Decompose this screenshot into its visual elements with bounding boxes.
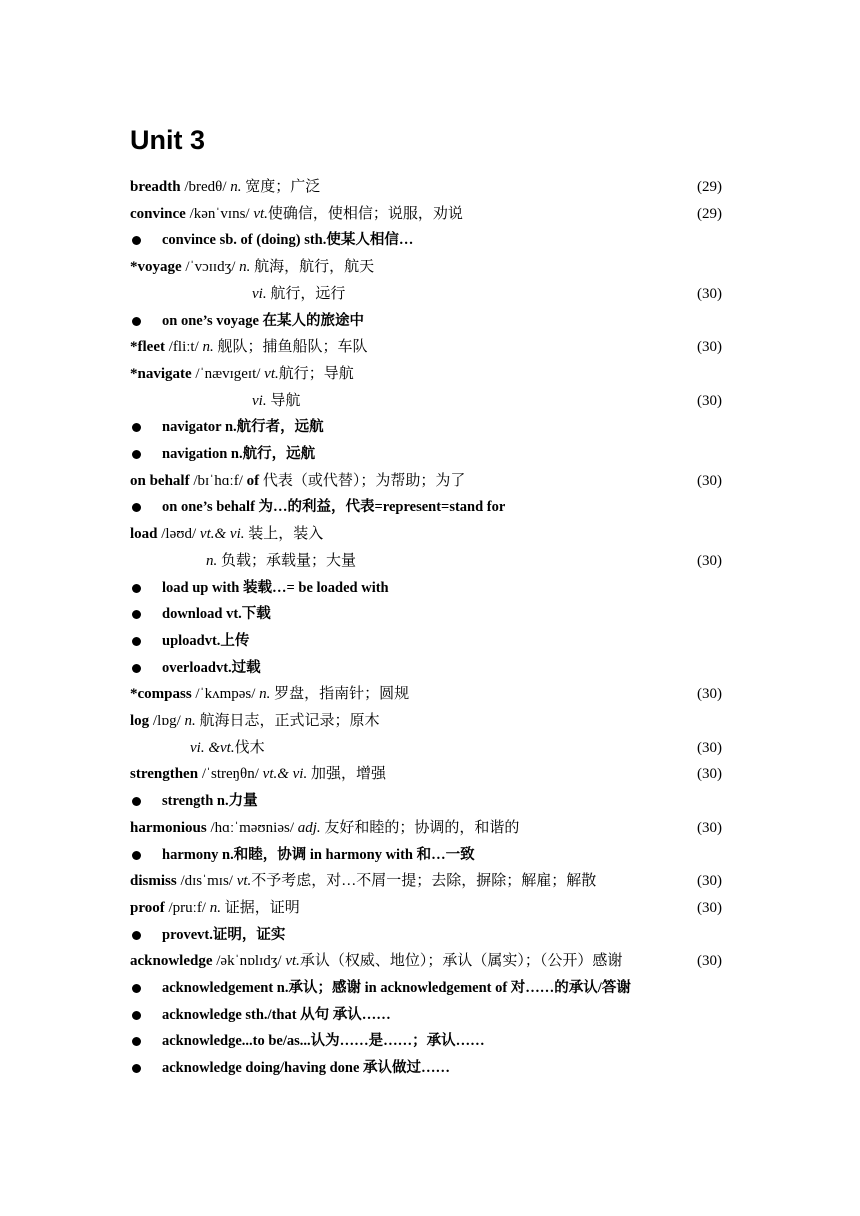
entry-text: [130, 681, 409, 708]
page-reference: (30): [697, 285, 722, 302]
part-of-speech: of: [246, 472, 260, 489]
vocab-entry: [130, 815, 722, 842]
part-of-speech: vt.& vi.: [199, 526, 245, 543]
phonetic: /ˈnævɪgeɪt/: [195, 365, 261, 382]
part-of-speech: vi.: [252, 392, 267, 409]
definition: 不予考虑，对…不屑一提；去除，摒除；解雇；解散: [251, 873, 597, 890]
vocab-entry: [130, 681, 722, 708]
bullet-item: [130, 601, 722, 628]
definition: 承认（权威、地位）；承认（属实）；（公开）感谢: [299, 953, 623, 970]
part-of-speech: vt.: [253, 205, 268, 222]
phonetic: /lɒg/: [152, 713, 181, 729]
phonetic: /kənˈvɪns/: [189, 205, 250, 222]
definition: 伐木: [234, 739, 265, 756]
phonetic: /ˈstreŋθn/: [201, 766, 259, 783]
vocab-entry: [130, 761, 722, 788]
vocab-entry: [130, 708, 722, 735]
entry-text: [130, 948, 622, 975]
bullet-text: acknowledge sth./that 从句 承认……: [162, 1006, 391, 1023]
entry-text: [130, 761, 386, 788]
headword: log: [130, 713, 150, 729]
bullet-icon: [132, 637, 141, 646]
phonetic: /hɑːˈməʊniəs/: [210, 819, 294, 836]
part-of-speech: n.: [184, 713, 196, 729]
part-of-speech: n.: [202, 339, 214, 356]
bullet-icon: [132, 423, 141, 432]
definition: 罗盘，指南针；圆规: [274, 686, 410, 703]
page-reference: (30): [697, 819, 722, 836]
definition: 证据，证明: [224, 899, 300, 916]
part-of-speech: n.: [230, 179, 242, 195]
part-of-speech: adj.: [297, 819, 321, 836]
headword: strengthen: [130, 766, 199, 783]
page-title: Unit 3: [130, 125, 206, 155]
bullet-icon: [132, 236, 141, 245]
bullet-text: navigator n.航行者，远航: [162, 419, 324, 436]
part-of-speech: vt.: [264, 365, 279, 382]
phonetic: /ləʊd/: [161, 526, 197, 543]
definition: 友好和睦的；协调的，和谐的: [324, 819, 520, 836]
bullet-text: convince sb. of (doing) sth.使某人相信…: [162, 232, 414, 249]
entry-continuation: [130, 388, 722, 415]
bullet-icon: [132, 584, 141, 593]
definition: 航行，远行: [270, 285, 346, 302]
part-of-speech: n.: [206, 552, 218, 569]
bullet-text: acknowledgement n.承认；感谢 in acknowledgement of 对……的承认/答谢: [162, 980, 631, 996]
part-of-speech: vt.& vi.: [262, 766, 308, 783]
definition: 使确信，使相信；说服，劝说: [267, 205, 463, 222]
page-reference: (30): [697, 686, 722, 703]
part-of-speech: vi. &vt.: [190, 739, 235, 756]
bullet-text: strength n.力量: [162, 793, 258, 810]
vocab-entry: [130, 868, 722, 895]
bullet-text: download vt.下载: [162, 606, 271, 623]
entry-text: [130, 361, 354, 388]
bullet-text: harmony n.和睦，协调 in harmony with 和…一致: [162, 846, 475, 863]
definition: 航行；导航: [278, 365, 354, 382]
phonetic: /ˈvɔɪɪdʒ/: [185, 259, 236, 276]
bullet-item: [130, 414, 722, 441]
entry-text: [130, 174, 320, 201]
bullet-text: acknowledge doing/having done 承认做过……: [162, 1060, 451, 1077]
bullet-item: [130, 975, 722, 1002]
entry-text: [252, 388, 300, 415]
bullet-text: on one’s behalf 为…的利益，代表=represent=stand for: [162, 499, 506, 516]
part-of-speech: n.: [239, 259, 251, 276]
entry-text: [130, 868, 596, 895]
part-of-speech: n.: [209, 899, 221, 916]
headword: breadth: [130, 179, 181, 195]
definition: 加强，增强: [310, 766, 386, 783]
headword: on behalf: [130, 472, 190, 489]
vocab-entry: [130, 361, 722, 388]
definition: 装上，装入: [248, 526, 324, 543]
bullet-item: [130, 1002, 722, 1029]
headword: convince: [130, 205, 186, 222]
phonetic: /ˈkʌmpəs/: [195, 686, 256, 703]
bullet-text: overloadvt.过载: [162, 659, 261, 676]
bullet-item: [130, 628, 722, 655]
bullet-item: [130, 788, 722, 815]
bullet-icon: [132, 984, 141, 993]
headword: *navigate: [130, 365, 192, 382]
entry-text: [190, 735, 265, 762]
bullet-icon: [132, 610, 141, 619]
headword: *fleet: [130, 339, 165, 356]
definition: 舰队；捕鱼船队；车队: [217, 339, 368, 356]
headword: *compass: [130, 686, 192, 703]
bullet-icon: [132, 797, 141, 806]
part-of-speech: vt.: [285, 953, 300, 970]
definition: 负载；承载量；大量: [221, 552, 357, 569]
page-reference: (30): [697, 392, 722, 409]
bullet-item: [130, 441, 722, 468]
entry-text: [130, 521, 323, 548]
headword: acknowledge: [130, 953, 213, 970]
entry-text: [130, 201, 463, 228]
entry-text: [130, 334, 368, 361]
phonetic: /dɪsˈmɪs/: [180, 873, 233, 890]
bullet-item: [130, 842, 722, 869]
vocab-entry: [130, 254, 722, 281]
page-reference: (30): [697, 339, 722, 356]
page-reference: (30): [697, 873, 722, 890]
entry-continuation: [130, 548, 722, 575]
bullet-icon: [132, 450, 141, 459]
page-reference: (29): [697, 179, 722, 195]
vocab-entry: [130, 521, 722, 548]
vocab-entry: [130, 948, 722, 975]
headword: proof: [130, 899, 165, 916]
bullet-text: on one’s voyage 在某人的旅途中: [162, 312, 365, 329]
headword: dismiss: [130, 873, 177, 890]
entry-text: [130, 708, 380, 735]
phonetic: /əkˈnɒlɪdʒ/: [216, 953, 282, 970]
headword: harmonious: [130, 819, 207, 836]
definition: 宽度；广泛: [245, 179, 321, 195]
entry-text: [252, 281, 345, 308]
definition: 航海，航行，航天: [254, 259, 375, 276]
vocab-entry: [130, 895, 722, 922]
page-reference: (29): [697, 205, 722, 222]
bullet-text: uploadvt.上传: [162, 632, 250, 649]
definition: 航海日志，正式记录；原木: [199, 713, 380, 729]
phonetic: /bredθ/: [184, 179, 227, 195]
bullet-item: [130, 655, 722, 682]
bullet-icon: [132, 503, 141, 512]
vocab-entry: [130, 468, 722, 495]
bullet-item: [130, 922, 722, 949]
bullet-text: navigation n.航行，远航: [162, 446, 316, 462]
phonetic: /fliːt/: [168, 339, 199, 356]
entry-text: [130, 468, 465, 495]
bullet-icon: [132, 664, 141, 673]
page-reference: (30): [697, 899, 722, 916]
bullet-text: load up with 装载…= be loaded with: [162, 579, 389, 596]
phonetic: /bɪˈhɑːf/: [193, 472, 243, 489]
entry-continuation: [130, 735, 722, 762]
bullet-item: [130, 575, 722, 602]
bullet-text: provevt.证明，证实: [162, 926, 286, 943]
entry-text: [130, 254, 374, 281]
definition: 代表（或代替）；为帮助；为了: [262, 472, 466, 489]
entry-continuation: [130, 281, 722, 308]
bullet-text: acknowledge...to be/as...认为……是……；承认……: [162, 1033, 485, 1050]
bullet-icon: [132, 317, 141, 326]
bullet-item: [130, 1028, 722, 1055]
definition: 导航: [270, 392, 301, 409]
part-of-speech: vt.: [236, 873, 252, 890]
page-reference: (30): [697, 472, 722, 489]
vocab-entry: [130, 174, 722, 201]
part-of-speech: vi.: [252, 285, 267, 302]
entry-text: [130, 815, 519, 842]
phonetic: /pruːf/: [168, 899, 206, 916]
bullet-icon: [132, 1037, 141, 1046]
part-of-speech: n.: [259, 686, 271, 703]
page-reference: (30): [697, 766, 722, 783]
bullet-item: [130, 227, 722, 254]
bullet-icon: [132, 851, 141, 860]
bullet-item: [130, 308, 722, 335]
bullet-item: [130, 1055, 722, 1082]
headword: *voyage: [130, 259, 182, 276]
bullet-icon: [132, 1064, 141, 1073]
page-reference: (30): [697, 552, 722, 569]
vocab-entry: [130, 201, 722, 228]
vocab-entry: [130, 334, 722, 361]
bullet-icon: [132, 931, 141, 940]
entry-text: [130, 895, 300, 922]
headword: load: [130, 526, 158, 543]
entry-text: [206, 548, 356, 575]
page-reference: (30): [697, 953, 722, 970]
bullet-icon: [132, 1011, 141, 1020]
bullet-item: [130, 494, 722, 521]
page-reference: (30): [697, 739, 722, 756]
